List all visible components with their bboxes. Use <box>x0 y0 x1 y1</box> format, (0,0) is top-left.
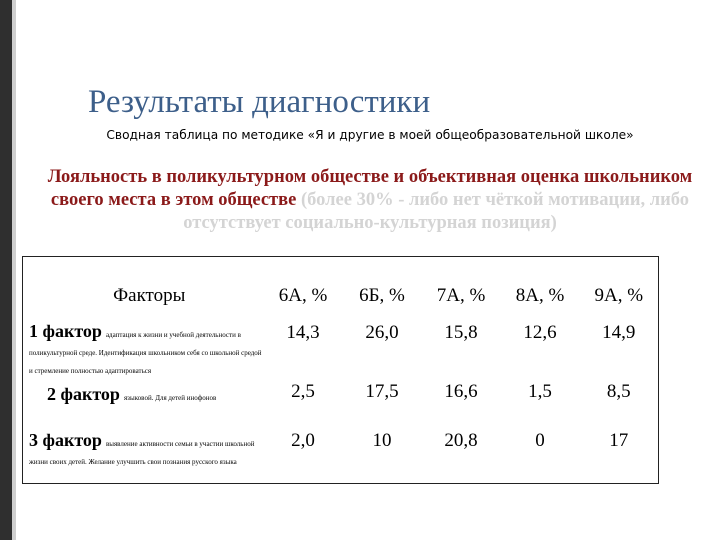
factor-name: 2 фактор <box>47 383 120 404</box>
value-cell: 0 <box>535 429 545 451</box>
factor-description: языковой. Для детей инофонов <box>123 393 217 402</box>
header-col-6a: 6А, % <box>278 285 328 306</box>
factor-name: 1 фактор <box>29 320 102 341</box>
factor-cell <box>23 426 264 484</box>
value-cell: 2,5 <box>291 380 315 402</box>
table-row <box>23 379 659 426</box>
value-cell: 10 <box>372 429 392 451</box>
value-cell: 2,0 <box>291 429 315 451</box>
value-cell: 15,8 <box>444 321 478 343</box>
header-factors: Факторы <box>113 285 186 306</box>
factor-description: адаптация к жизни и учебной деятельности в поликультурной среде. Идентификация школьником себя со школьной средой и стремление полностью адаптироваться <box>29 330 262 375</box>
factor-cell <box>23 379 264 426</box>
table-row <box>23 317 659 379</box>
value-cell: 17,5 <box>365 380 399 402</box>
value-cell: 14,9 <box>602 321 636 343</box>
heading-muted-text: (более 30% - либо нет чёткой мотивации, либо отсутствует социально-культурная позиция) <box>183 190 690 233</box>
value-cell: 16,6 <box>444 380 478 402</box>
value-cell: 12,6 <box>523 321 557 343</box>
table-header-row <box>23 257 659 317</box>
value-cell: 1,5 <box>528 380 552 402</box>
value-cell: 26,0 <box>365 321 399 343</box>
factor-name: 3 фактор <box>29 429 102 450</box>
left-accent-bar-dark <box>0 0 12 540</box>
header-col-9a: 9А, % <box>594 285 644 306</box>
table-row <box>23 426 659 484</box>
value-cell: 8,5 <box>606 380 631 402</box>
factor-cell <box>23 317 264 379</box>
factor-description: выявление активности семьи в участии школьной жизни своих детей. Желание улучшить свои познания русского языка <box>29 439 255 466</box>
section-heading <box>30 166 710 235</box>
page-title: Результаты диагностики <box>88 84 431 120</box>
value-cell: 20,8 <box>444 429 478 451</box>
header-col-8a: 8А, % <box>515 285 565 306</box>
value-cell: 17 <box>609 429 629 451</box>
header-col-7a: 7А, % <box>436 285 486 306</box>
table-subtitle: Сводная таблица по методике «Я и другие в моей общеобразовательной школе» <box>106 128 634 142</box>
value-cell: 14,3 <box>286 321 320 343</box>
left-accent-bar-light <box>12 0 16 540</box>
heading-main-text: Лояльность в поликультурном обществе и объективная оценка школьником своего места в этом обществе <box>47 167 693 210</box>
summary-table <box>22 256 659 484</box>
header-col-6b: 6Б, % <box>359 285 405 306</box>
